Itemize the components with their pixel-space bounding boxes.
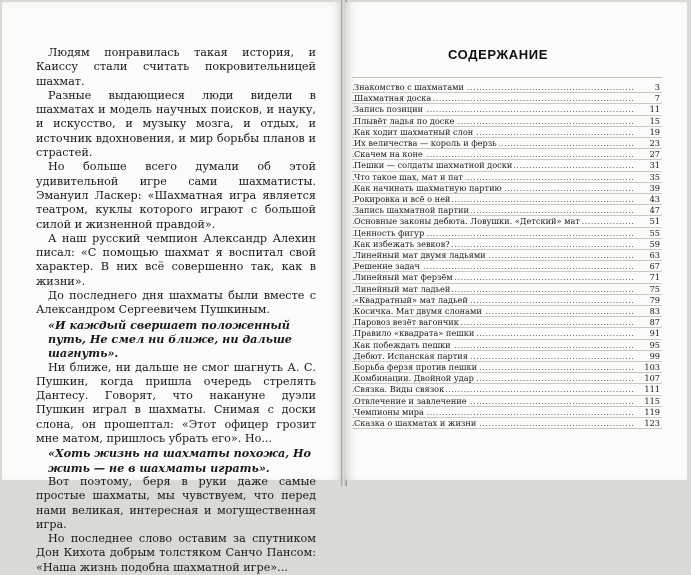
contents-entry-title (352, 362, 634, 373)
contents-entry-label: Запись шахматной партии (354, 205, 469, 216)
contents-row (352, 115, 662, 126)
contents-entry-label: Скачем на коне (354, 149, 423, 160)
contents-entry-label: Шахматная доска (354, 93, 432, 104)
contents-heading: СОДЕРЖАНИЕ (448, 47, 548, 62)
contents-entry-title (352, 205, 634, 216)
contents-entry-label: Связка. Виды связок (354, 384, 445, 395)
contents-row (352, 250, 662, 261)
contents-row (352, 328, 662, 339)
contents-entry-title (352, 406, 634, 417)
contents-entry-label: Линейный мат ладьей (354, 283, 451, 294)
contents-entry-title (352, 294, 634, 305)
contents-entry-title (352, 82, 634, 93)
contents-row (352, 306, 662, 317)
right-page (345, 2, 687, 480)
contents-entry-page: 107 (634, 373, 662, 384)
contents-entry-title (352, 171, 634, 182)
contents-row (352, 373, 662, 384)
contents-entry-page: 19 (634, 126, 662, 137)
contents-entry-label: Знакомство с шахматами (354, 82, 464, 92)
contents-row (352, 194, 662, 205)
contents-entry-page: 59 (634, 238, 662, 249)
contents-entry-page: 27 (634, 149, 662, 160)
contents-entry-title (352, 194, 634, 205)
contents-entry-label: Чемпионы мира (354, 406, 424, 417)
contents-entry-page: 83 (634, 306, 662, 317)
contents-entry-label: Пешки — солдаты шахматной доски (354, 160, 513, 171)
contents-entry-title (352, 272, 634, 283)
contents-entry-page: 123 (634, 418, 662, 429)
paragraph: Разные выдающиеся люди видели в шахматах и модель научных поисков, и науку, и искусство, и музыку мозга, и отдых, и источник вдохновения, и мир борьбы планов и страстей. (36, 88, 316, 160)
contents-entry-page: 95 (634, 339, 662, 350)
contents-entry-page: 99 (634, 350, 662, 361)
contents-entry-title (352, 306, 634, 317)
contents-entry-page: 39 (634, 182, 662, 193)
verse-quote: «И каждый свершает положенный путь, Не смел ни ближе, ни дальше шагнуть». (48, 317, 292, 361)
contents-row (352, 126, 662, 137)
contents-row (352, 317, 662, 328)
contents-entry-title (352, 373, 634, 384)
contents-row (352, 227, 662, 238)
contents-entry-title (352, 238, 634, 249)
contents-entry-title (352, 93, 634, 104)
contents-row (352, 261, 662, 272)
contents-table (352, 82, 662, 429)
contents-row (352, 294, 662, 305)
paragraph: Вот поэтому, беря в руки даже самые простые шахматы, мы чувствуем, что перед нами великая, интересная и могущественная игра. (36, 474, 316, 531)
contents-entry-label: Их величества — король и ферзь (354, 138, 497, 149)
contents-row (352, 149, 662, 160)
contents-row (352, 395, 662, 406)
contents-row (352, 138, 662, 149)
contents-row (352, 182, 662, 193)
contents-row (352, 93, 662, 104)
contents-entry-page: 7 (634, 93, 662, 104)
paragraph: Но больше всего думали об этой удивительной игре сами шахматисты. Эмануил Ласкер: «Шахматная игра является театром, куклы которого играют с большой силой и жизненной правдой». (36, 160, 316, 231)
paragraph: До последнего дня шахматы были вместе с Александром Сергеевичем Пушкиным. (36, 289, 316, 317)
contents-entry-label: Борьба ферзя против пешки (354, 362, 478, 373)
contents-entry-title (352, 395, 634, 406)
contents-entry-page: 79 (634, 294, 662, 305)
contents-entry-label: Сказка о шахматах и жизни (354, 418, 477, 429)
contents-entry-page: 91 (634, 328, 662, 339)
contents-entry-page: 67 (634, 261, 662, 272)
contents-entry-label: Дебют. Испанская партия (354, 350, 468, 361)
contents-row (352, 160, 662, 171)
contents-entry-title (352, 317, 634, 328)
contents-entry-label: Как начинать шахматную партию (354, 182, 502, 193)
contents-row (352, 238, 662, 249)
contents-row (352, 82, 662, 93)
contents-entry-label: Ценность фигур (354, 227, 425, 238)
contents-row (352, 216, 662, 227)
paragraph: Но последнее слово оставим за спутником Дон Кихота добрым толстяком Санчо Пансом: «Наша жизнь подобна шахматной игре»... (36, 532, 316, 574)
paragraph: Людям понравилась такая история, и Каиссу стали считать покровительницей шахмат. (36, 46, 316, 88)
contents-row (352, 205, 662, 216)
contents-row (352, 418, 662, 429)
contents-entry-label: Правило «квадрата» пешки (354, 328, 475, 339)
contents-entry-label: Решение задач (354, 261, 420, 272)
contents-entry-title (352, 104, 634, 115)
contents-row (352, 350, 662, 361)
left-page-text (36, 46, 316, 575)
contents-entry-page: 31 (634, 160, 662, 171)
contents-entry-label: Как избежать зевков? (354, 238, 450, 249)
contents-entry-title (352, 160, 634, 171)
contents-entry-title (352, 126, 634, 137)
contents-entry-title (352, 339, 634, 350)
contents-entry-page: 51 (634, 216, 662, 227)
paragraph: А наш русский чемпион Александр Алехин писал: «С помощью шахмат я воспитал свой характер. В них всё совершенно так, как в жизни». (36, 231, 316, 288)
contents-entry-label: Линейный мат двумя ладьями (354, 250, 486, 261)
contents-entry-page: 55 (634, 227, 662, 238)
contents-entry-title (352, 350, 634, 361)
contents-entry-title (352, 115, 634, 126)
contents-row (352, 104, 662, 115)
contents-entry-label: Отвлечение и завлечение (354, 395, 467, 406)
contents-entry-label: Комбинации. Двойной удар (354, 373, 474, 384)
contents-entry-title (352, 328, 634, 339)
contents-entry-label: Как ходит шахматный слон (354, 126, 474, 137)
contents-entry-title (352, 384, 634, 395)
contents-entry-label: Плывёт ладья по доске (354, 115, 455, 126)
contents-entry-page: 115 (634, 395, 662, 406)
verse-quote: «Хоть жизнь на шахматы похожа, Но жить — не в шахматы играть». (48, 446, 312, 475)
contents-entry-page: 11 (634, 104, 662, 115)
contents-entry-page: 75 (634, 283, 662, 294)
contents-entry-label: Что такое шах, мат и пат (354, 171, 463, 182)
contents-row (352, 272, 662, 283)
contents-divider (352, 77, 662, 78)
contents-row (352, 339, 662, 350)
left-page (2, 2, 343, 574)
contents-entry-page: 87 (634, 317, 662, 328)
contents-entry-label: Паровоз везёт вагончик (354, 317, 459, 328)
contents-row (352, 406, 662, 417)
contents-row (352, 171, 662, 182)
contents-entry-title (352, 216, 634, 227)
contents-entry-page: 35 (634, 171, 662, 182)
contents-entry-page: 47 (634, 205, 662, 216)
contents-entry-title (352, 227, 634, 238)
contents-entry-page: 15 (634, 115, 662, 126)
contents-entry-title (352, 250, 634, 261)
contents-entry-title (352, 138, 634, 149)
contents-entry-page: 71 (634, 272, 662, 283)
contents-entry-label: Косичка. Мат двумя слонами (354, 306, 482, 317)
contents-entry-label: Запись позиции (354, 104, 424, 115)
contents-entry-title (352, 261, 634, 272)
contents-entry-page: 43 (634, 194, 662, 205)
contents-entry-page: 3 (634, 82, 662, 93)
contents-entry-page: 63 (634, 250, 662, 261)
contents-entry-page: 23 (634, 138, 662, 149)
contents-row (352, 362, 662, 373)
contents-entry-title (352, 283, 634, 294)
contents-entry-label: Основные законы дебюта. Ловушки. «Детский» мат (354, 216, 580, 227)
contents-entry-label: «Квадратный» мат ладьей (354, 294, 468, 305)
contents-entry-label: Как побеждать пешки (354, 339, 451, 350)
contents-row (352, 384, 662, 395)
contents-entry-title (352, 149, 634, 160)
contents-entry-title (352, 418, 634, 429)
contents-row (352, 283, 662, 294)
contents-entry-label: Линейный мат ферзём (354, 272, 453, 283)
contents-entry-title (352, 182, 634, 193)
paragraph: Ни ближе, ни дальше не смог шагнуть А. С. Пушкин, когда пришла очередь стрелять Дантесу. Говорят, что накануне дуэли Пушкин играл в шахматы. Снимая с доски слона, он прошептал: «Этот офицер грозит мне матом, пришлось убрать его». Но... (36, 360, 316, 446)
contents-entry-page: 111 (634, 384, 662, 395)
contents-entry-label: Рокировка и всё о ней (354, 194, 451, 205)
contents-entry-page: 103 (634, 362, 662, 373)
contents-entry-page: 119 (634, 406, 662, 417)
